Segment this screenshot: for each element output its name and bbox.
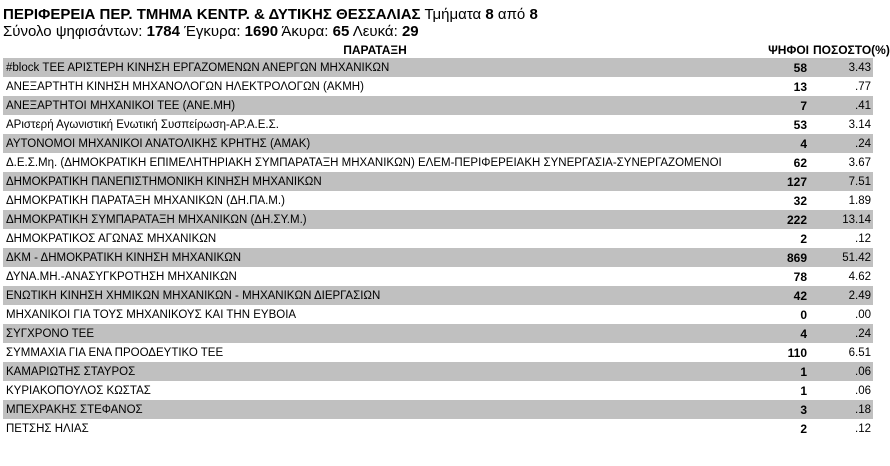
table-row: [3, 172, 873, 191]
column-header-pct: ΠΟΣΟΣΤΟ(%): [813, 42, 890, 57]
table-row: [3, 400, 873, 419]
valid-value: 1690: [244, 23, 279, 40]
pct-cell: .00: [811, 305, 873, 324]
votes-cell: 42: [747, 286, 811, 305]
votes-cell: 222: [747, 210, 811, 229]
pct-cell: .06: [811, 381, 873, 400]
votes-cell: 78: [747, 267, 811, 286]
votes-cell: 2: [747, 229, 811, 248]
sections-label: Τμήματα: [424, 6, 482, 23]
table-header-row: [3, 41, 873, 58]
table-row: [3, 115, 873, 134]
table-row: [3, 381, 873, 400]
party-cell: ΑΝΕΞΑΡΤΗΤΗ ΚΙΝΗΣΗ ΜΗΧΑΝΟΛΟΓΩΝ ΗΛΕΚΤΡΟΛΟΓΩΝ (ΑΚΜΗ): [3, 77, 747, 96]
votes-cell: 3: [747, 400, 811, 419]
votes-cell: 127: [747, 172, 811, 191]
table-row: [3, 191, 873, 210]
invalid-value: 65: [332, 23, 350, 40]
party-cell: ΜΗΧΑΝΙΚΟΙ ΓΙΑ ΤΟΥΣ ΜΗΧΑΝΙΚΟΥΣ ΚΑΙ ΤΗΝ ΕΥΒΟΙΑ: [3, 305, 747, 324]
pct-cell: 6.51: [811, 343, 873, 362]
invalid-label: Άκυρα:: [281, 23, 329, 40]
votes-cell: 7: [747, 96, 811, 115]
title-line-region: [3, 6, 873, 23]
table-row: [3, 153, 873, 172]
results-table: [3, 41, 890, 438]
pct-cell: .18: [811, 400, 873, 419]
votes-cell: 4: [747, 324, 811, 343]
column-header-party: ΠΑΡΑΤΑΞΗ: [343, 42, 407, 57]
table-row: [3, 58, 873, 77]
pct-cell: .06: [811, 362, 873, 381]
blank-value: 29: [401, 23, 419, 40]
table-row: [3, 248, 873, 267]
voters-value: 1784: [146, 23, 180, 40]
pct-cell: .41: [811, 96, 873, 115]
party-cell: ΔΥΝΑ.ΜΗ.-ΑΝΑΣΥΓΚΡΟΤΗΣΗ ΜΗΧΑΝΙΚΩΝ: [3, 267, 747, 286]
sections-total: 8: [529, 6, 538, 23]
party-cell: Δ.Ε.Σ.Μη. (ΔΗΜΟΚΡΑΤΙΚΗ ΕΠΙΜΕΛΗΤΗΡΙΑΚΗ ΣΥΜΠΑΡΑΤΑΞΗ ΜΗΧΑΝΙΚΩΝ) ΕΛΕΜ-ΠΕΡΙΦΕΡΕΙΑΚΗ ΣΥΝΕΡΓΑΣΙΑ-ΣΥΝΕΡΓΑΖΟΜΕΝΟΙ: [3, 153, 747, 172]
table-row: [3, 96, 873, 115]
table-row: [3, 362, 873, 381]
votes-cell: 2: [747, 419, 811, 438]
votes-cell: 62: [747, 153, 811, 172]
votes-cell: 1: [747, 362, 811, 381]
pct-cell: 1.89: [811, 191, 873, 210]
party-cell: #block ΤΕΕ ΑΡΙΣΤΕΡΗ ΚΙΝΗΣΗ ΕΡΓΑΖΟΜΕΝΩΝ ΑΝΕΡΓΩΝ ΜΗΧΑΝΙΚΩΝ: [3, 58, 747, 77]
table-row: [3, 419, 873, 438]
party-cell: ΔΗΜΟΚΡΑΤΙΚΗ ΠΑΝΕΠΙΣΤΗΜΟΝΙΚΗ ΚΙΝΗΣΗ ΜΗΧΑΝΙΚΩΝ: [3, 172, 747, 191]
blank-label: Λευκά:: [352, 23, 398, 40]
pct-cell: .12: [811, 419, 873, 438]
pct-cell: 3.43: [811, 58, 873, 77]
party-cell: ΚΥΡΙΑΚΟΠΟΥΛΟΣ ΚΩΣΤΑΣ: [3, 381, 747, 400]
pct-cell: 51.42: [811, 248, 873, 267]
table-row: [3, 229, 873, 248]
pct-cell: 2.49: [811, 286, 873, 305]
table-row: [3, 77, 873, 96]
valid-label: Έγκυρα:: [184, 23, 241, 40]
results-table-body: [3, 58, 873, 438]
pct-cell: .12: [811, 229, 873, 248]
party-cell: ΑΥΤΟΝΟΜΟΙ ΜΗΧΑΝΙΚΟΙ ΑΝΑΤΟΛΙΚΗΣ ΚΡΗΤΗΣ (ΑΜΑΚ): [3, 134, 747, 153]
party-cell: ΠΕΤΣΗΣ ΗΛΙΑΣ: [3, 419, 747, 438]
pct-cell: 3.14: [811, 115, 873, 134]
party-cell: ΑΝΕΞΑΡΤΗΤΟΙ ΜΗΧΑΝΙΚΟΙ ΤΕΕ (ΑΝΕ.ΜΗ): [3, 96, 747, 115]
table-row: [3, 324, 873, 343]
title-line-totals: [3, 23, 873, 40]
party-cell: ΕΝΩΤΙΚΗ ΚΙΝΗΣΗ ΧΗΜΙΚΩΝ ΜΗΧΑΝΙΚΩΝ - ΜΗΧΑΝΙΚΩΝ ΔΙΕΡΓΑΣΙΩΝ: [3, 286, 747, 305]
party-cell: ΣΥΓΧΡΟΝΟ ΤΕΕ: [3, 324, 747, 343]
table-row: [3, 286, 873, 305]
party-cell: ΜΠΕΧΡΑΚΗΣ ΣΤΕΦΑΝΟΣ: [3, 400, 747, 419]
party-cell: ΔΗΜΟΚΡΑΤΙΚΗ ΣΥΜΠΑΡΑΤΑΞΗ ΜΗΧΑΝΙΚΩΝ (ΔΗ.ΣΥ.Μ.): [3, 210, 747, 229]
pct-cell: .24: [811, 134, 873, 153]
table-row: [3, 134, 873, 153]
votes-cell: 110: [747, 343, 811, 362]
party-cell: ΔΗΜΟΚΡΑΤΙΚΟΣ ΑΓΩΝΑΣ ΜΗΧΑΝΙΚΩΝ: [3, 229, 747, 248]
table-row: [3, 343, 873, 362]
region-title: ΠΕΡΙΦΕΡΕΙΑ ΠΕΡ. ΤΜΗΜΑ ΚΕΝΤΡ. & ΔΥΤΙΚΗΣ ΘΕΣΣΑΛΙΑΣ: [3, 6, 421, 23]
table-row: [3, 305, 873, 324]
votes-cell: 13: [747, 77, 811, 96]
table-row: [3, 267, 873, 286]
votes-cell: 58: [747, 58, 811, 77]
votes-cell: 4: [747, 134, 811, 153]
party-cell: ΔΚΜ - ΔΗΜΟΚΡΑΤΙΚΗ ΚΙΝΗΣΗ ΜΗΧΑΝΙΚΩΝ: [3, 248, 747, 267]
pct-cell: 3.67: [811, 153, 873, 172]
votes-cell: 32: [747, 191, 811, 210]
pct-cell: 13.14: [811, 210, 873, 229]
pct-cell: .24: [811, 324, 873, 343]
pct-cell: .77: [811, 77, 873, 96]
votes-cell: 1: [747, 381, 811, 400]
party-cell: ΣΥΜΜΑΧΙΑ ΓΙΑ ΕΝΑ ΠΡΟΟΔΕΥΤΙΚΟ ΤΕΕ: [3, 343, 747, 362]
party-cell: ΚΑΜΑΡΙΩΤΗΣ ΣΤΑΥΡΟΣ: [3, 362, 747, 381]
party-cell: ΑΡιστερή Αγωνιστική Ενωτική Συσπείρωση-ΑΡ.Α.Ε.Σ.: [3, 115, 747, 134]
pct-cell: 7.51: [811, 172, 873, 191]
column-header-votes: ΨΗΦΟΙ: [768, 42, 809, 57]
table-row: [3, 210, 873, 229]
sections-counted: 8: [485, 6, 494, 23]
votes-cell: 0: [747, 305, 811, 324]
voters-label: Σύνολο ψηφισάντων:: [3, 23, 143, 40]
pct-cell: 4.62: [811, 267, 873, 286]
votes-cell: 53: [747, 115, 811, 134]
sections-of: από: [497, 6, 526, 23]
party-cell: ΔΗΜΟΚΡΑΤΙΚΗ ΠΑΡΑΤΑΞΗ ΜΗΧΑΝΙΚΩΝ (ΔΗ.ΠΑ.Μ.): [3, 191, 747, 210]
votes-cell: 869: [747, 248, 811, 267]
